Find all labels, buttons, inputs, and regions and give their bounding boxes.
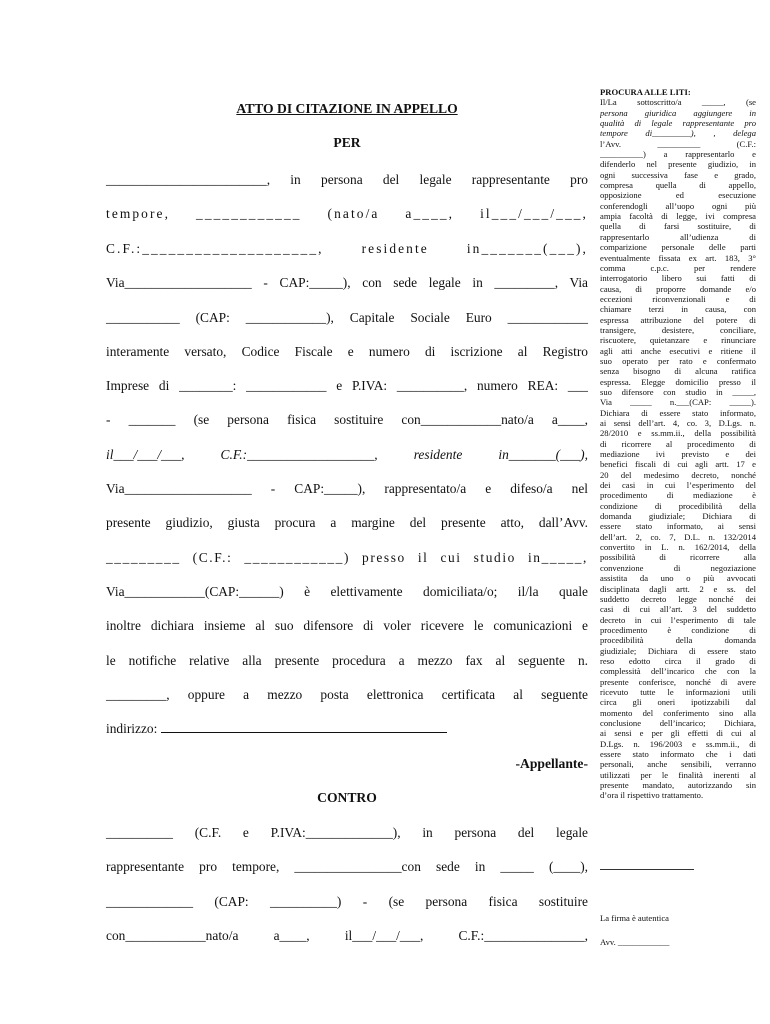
procura-line: decreto in cui l’esperimento di tale (600, 614, 756, 625)
procura-line: agli atti anche esecutivi e ritiene il (600, 345, 756, 356)
procura-line: convenzione di negoziazione (600, 562, 756, 573)
procura-line: eccezioni riconvenzionali e di (600, 293, 756, 304)
avv-signature: Avv. ____________ (600, 937, 670, 947)
procura-line: espressa. Elegge domicilio presso il (600, 376, 756, 387)
procura-line: ai sensi e per gli effetti di cui al (600, 728, 756, 739)
procura-line: procedibilità della domanda (600, 635, 756, 646)
procura-line: Il/La sottoscritto/a _____, (se (600, 97, 756, 108)
procura-line: eventualmente fissata ex art. 183, 3° (600, 252, 756, 263)
body-line: C.F.:____________________, residente in_______(___), (106, 241, 588, 256)
procura-line: d’ora il rispettivo trattamento. (600, 790, 704, 801)
procura-line: conferendogli all’uopo ogni più (600, 200, 756, 211)
body-line: le notifiche relative alla presente procedura a mezzo fax al seguente n. (106, 653, 588, 668)
procura-line: personali, anche sensibili, verranno (600, 759, 756, 770)
body-line: _________, oppure a mezzo posta elettronica certificata al seguente (106, 687, 588, 702)
signature-line (600, 869, 694, 870)
procura-line: interrogatorio libero sui fatti di (600, 273, 756, 284)
procura-line: assistita da uno o più avvocati (600, 573, 756, 584)
procura-line: comparizione personale delle parti (600, 242, 756, 253)
body-line: interamente versato, Codice Fiscale e numero di iscrizione al Registro (106, 344, 588, 359)
procura-line: momento del conferimento sino alla (600, 707, 756, 718)
procura-line: 20 del medesimo decreto, nonché (600, 469, 756, 480)
procura-line: ogni successiva fase e grado, (600, 169, 756, 180)
procura-line: difenderlo nel presente giudizio, in (600, 159, 756, 170)
procura-line: reso edotto circa il grado di (600, 655, 756, 666)
procura-line: __________) a rappresentarlo e (600, 149, 756, 160)
procura-line: rappresentarlo all’udienza di (600, 231, 756, 242)
body-line: _____________ (CAP: __________) - (se persona fisica sostituire (106, 894, 588, 909)
procura-line: dei casi in cui l’esperimento del (600, 480, 756, 491)
procura-line: suddetto decreto legge nonché dei (600, 593, 756, 604)
body-line: __________ (C.F. e P.IVA:_____________), in persona del legale (106, 825, 588, 840)
procura-line: suo difensore con studio in _____, (600, 386, 756, 397)
procura-line: di ricorrere al procedimento di (600, 438, 756, 449)
procura-line: presente mandato, autorizzando sin (600, 780, 756, 791)
procura-line: complessità dell’incarico che con la (600, 666, 756, 677)
procura-line: quella di farsi sostituire, di (600, 221, 756, 232)
procura-line: benefici fiscali di cui agli artt. 17 e (600, 459, 756, 470)
procura-line: condizione di procedibilità della (600, 500, 756, 511)
body-line: con____________nato/a a____, il___/___/___, C.F.:_______________, (106, 928, 588, 943)
firma-autentica: La firma è autentica (600, 913, 669, 923)
procura-line: ampia facoltà di legge, ivi compresa (600, 211, 756, 222)
procura-line: D.Lgs. n. 196/2003 e ss.mm.ii., di (600, 738, 756, 749)
procura-line: procedimento di mediazione è (600, 490, 756, 501)
procura-line: opposizione ed esecuzione (600, 190, 756, 201)
appellante-label: -Appellante- (515, 756, 588, 771)
procura-line: riscuotere, quietanzare e rinunciare (600, 335, 756, 346)
per-heading: PER (333, 135, 361, 150)
body-line: rappresentante pro tempore, ________________con sede in _____ (____), (106, 859, 588, 874)
body-line: Via___________________ - CAP:_____), rappresentato/a e difeso/a nel (106, 481, 588, 496)
procura-line: domanda giudiziale; Dichiara di (600, 511, 756, 522)
body-line: inoltre dichiara insieme al suo difensore di voler ricevere le comunicazioni e (106, 618, 588, 633)
body-line: Via___________________ - CAP:_____), con sede legale in _________, Via (106, 275, 588, 290)
body-line: _________ (C.F.: ____________) presso il cui studio in_____, (106, 550, 588, 565)
procura-line: 28/2010 e ss.mm.ii., della possibilità (600, 428, 756, 439)
procura-line: causa, di proporre domande e/o (600, 283, 756, 294)
procura-line: utilizzati per le finalità inerenti al (600, 769, 756, 780)
body-line: tempore, ____________ (nato/a a____, il___/___/___, (106, 206, 588, 221)
procura-line: conclusione dell’incarico; Dichiara, (600, 717, 756, 728)
procura-heading: PROCURA ALLE LITI: (600, 87, 691, 97)
procura-line: circa gli oneri ipotizzabili dal (600, 697, 756, 708)
procura-line: persona giuridica aggiungere in (600, 107, 756, 118)
procura-line: essere stato informato che i dati (600, 749, 756, 759)
body-line: - _______ (se persona fisica sostituire con____________nato/a a____, (106, 412, 588, 427)
procura-line: espressa attribuzione del potere di (600, 314, 756, 325)
body-line: ________________________, in persona del legale rappresentante pro (106, 172, 588, 187)
indirizzo-blank (161, 723, 447, 733)
body-line: presente giudizio, giusta procura a margine del presente atto, dall’Avv. (106, 515, 588, 530)
procura-line: procedimento è condizione di (600, 624, 756, 635)
procura-line: senza bisogno di alcuna ratifica (600, 366, 756, 377)
procura-line: convertito in L. n. 162/2014, della (600, 542, 756, 553)
body-line: il___/___/___, C.F.:___________________, residente in_______(___), (106, 447, 588, 462)
procura-line: ai sensi dell’art. 4, co. 3, D.Lgs. n. (600, 418, 756, 428)
indirizzo-line (106, 721, 588, 737)
procura-line: tempore di_________), , delega (600, 128, 756, 139)
body-line: Imprese di ________: ____________ e P.IVA: __________, numero REA: ___ (106, 378, 588, 393)
procura-line: presente conferisce, nonché di avere (600, 676, 756, 687)
procura-line: qualità di legale rappresentante pro (600, 118, 756, 129)
procura-line: suo operato per rato e confermato (600, 355, 756, 366)
procura-line: l’Avv. __________ (C.F.: (600, 138, 756, 149)
procura-line: chiamare terzi in causa, con (600, 304, 756, 315)
procura-line: ricevuto tutte le informazioni utili (600, 686, 756, 697)
procura-line: casi di cui all’art. 3 del suddetto (600, 604, 756, 615)
procura-line: essere stato informato, ai sensi (600, 521, 756, 532)
contro-heading: CONTRO (317, 790, 377, 805)
procura-line: compresa quella di appello, (600, 180, 756, 191)
body-line: ___________ (CAP: ____________), Capitale Sociale Euro ____________ (106, 310, 588, 325)
procura-line: mediazione ivi previsto e dei (600, 449, 756, 460)
procura-line: dell’art. 2, co. 7, D.L. n. 132/2014 (600, 531, 756, 542)
procura-line: Dichiara di essere stato informato, (600, 407, 756, 418)
indirizzo-label: indirizzo: (106, 721, 158, 736)
body-line: Via____________(CAP:______) è elettivamente domiciliata/o; il/la quale (106, 584, 588, 599)
procura-line: transigere, desistere, conciliare, (600, 324, 756, 335)
procura-alle-liti (600, 87, 756, 801)
procura-line: Via _____ n.___(CAP: _____). (600, 397, 756, 408)
procura-line: disciplinata dagli artt. 2 e ss. del (600, 583, 756, 594)
procura-line: comma c.p.c. per rendere (600, 262, 756, 273)
document-title: ATTO DI CITAZIONE IN APPELLO (236, 101, 458, 116)
procura-line: possibilità di ricorrere alla (600, 552, 756, 563)
procura-line: giudiziale; Dichiara di essere stato (600, 645, 756, 656)
